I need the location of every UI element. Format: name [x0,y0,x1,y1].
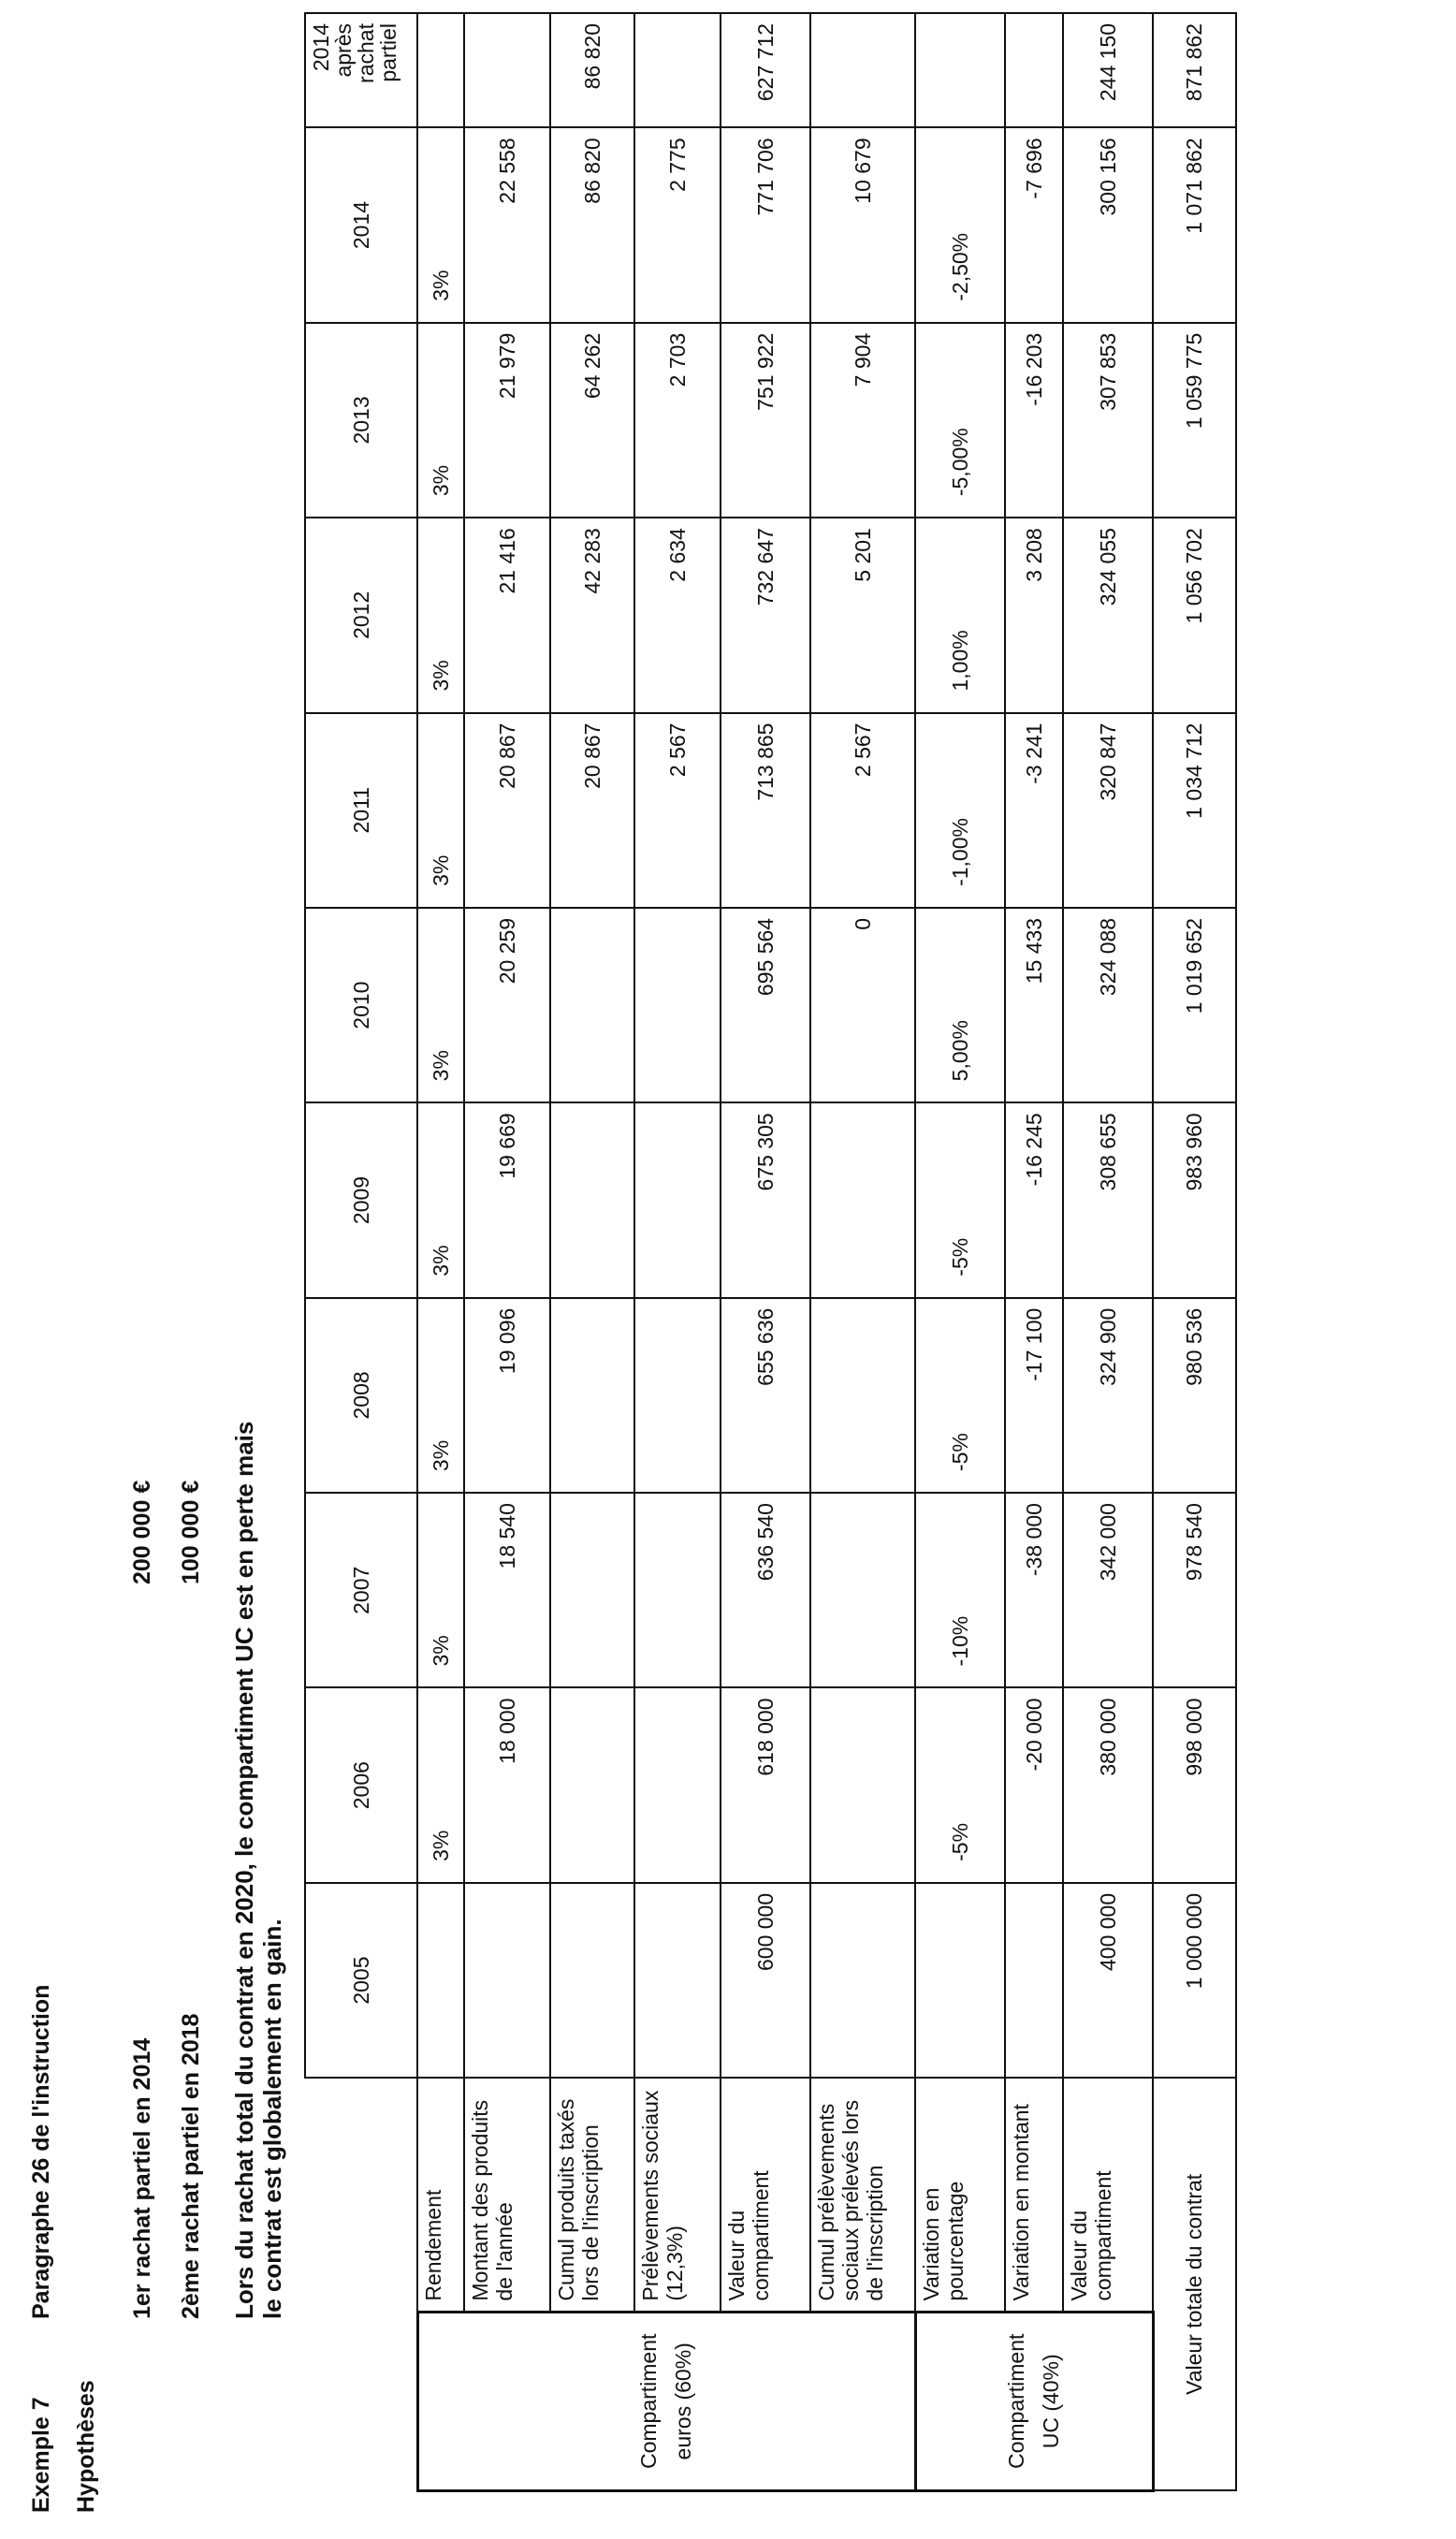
table-cell [915,1883,1005,2078]
table-cell: 3% [417,1687,464,1882]
table-cell [417,1883,464,2078]
year-header-2013: 2013 [305,323,417,518]
row-label: Variation en pourcentage [915,2078,1005,2312]
table-cell: 3% [417,1102,464,1297]
table-cell: 20 867 [550,713,634,908]
table-cell [550,1102,634,1297]
table-row [550,13,634,2491]
table-cell: -16 245 [1005,1102,1063,1297]
rachat1-label: 1er rachat partiel en 2014 [129,2037,155,2319]
table-cell: 324 900 [1063,1298,1153,1493]
table-cell: 675 305 [721,1102,810,1297]
table-cell: 21 416 [464,518,550,712]
year-header-2005: 2005 [305,1883,417,2078]
rachat1-value: 200 000 € [129,1480,155,1584]
table-cell: -5% [915,1298,1005,1493]
year-header-2010: 2010 [305,908,417,1102]
table-cell: 655 636 [721,1298,810,1493]
after-rachat-header-line: 2014 après [309,23,357,78]
table-cell: 15 433 [1005,908,1063,1102]
group-label-line: Compartiment [636,2333,662,2470]
row-label: Variation en montant [1005,2078,1063,2312]
total-cell: 1 019 652 [1153,908,1236,1102]
total-cell: 983 960 [1153,1102,1236,1297]
table-cell: 86 820 [550,127,634,322]
table-cell [464,1883,550,2078]
total-cell: 871 862 [1153,13,1236,127]
total-cell: 980 536 [1153,1298,1236,1493]
table-row [915,13,1005,2491]
table-cell: 5 201 [810,518,915,712]
table-cell: 2 634 [634,518,721,712]
table-row [810,13,915,2491]
table-cell: -5% [915,1687,1005,1882]
year-header-after-rachat [305,13,417,127]
table-cell: 2 567 [634,713,721,908]
table-cell: 3% [417,1298,464,1493]
table-cell [810,1102,915,1297]
group-label-line: euros (60%) [671,2342,695,2460]
table-cell: -20 000 [1005,1687,1063,1882]
table-cell: 3% [417,127,464,322]
table-cell: 244 150 [1063,13,1153,127]
table-cell [550,1298,634,1493]
table-cell: 307 853 [1063,323,1153,518]
table-cell: 0 [810,908,915,1102]
table-cell: -7 696 [1005,127,1063,322]
table-cell [550,1687,634,1882]
table-cell: 400 000 [1063,1883,1153,2078]
table-cell: 22 558 [464,127,550,322]
table-row [1005,13,1063,2491]
table-cell: 1,00% [915,518,1005,712]
note-line-2: le contrat est globalement en gain. [258,1919,286,2319]
table-cell: 308 655 [1063,1102,1153,1297]
contract-values-table [304,12,1237,2492]
table-cell [464,13,550,127]
table-cell: 324 088 [1063,908,1153,1102]
year-header-row [305,13,417,2491]
table-cell: 3% [417,713,464,908]
total-cell: 998 000 [1153,1687,1236,1882]
table-cell: 42 283 [550,518,634,712]
table-cell [634,1298,721,1493]
table-cell [634,1102,721,1297]
table-cell: -5,00% [915,323,1005,518]
table-cell [810,1883,915,2078]
table-cell: 20 867 [464,713,550,908]
table-cell [634,908,721,1102]
example-title: Exemple 7 [28,2397,54,2513]
table-cell: 324 055 [1063,518,1153,712]
table-cell: -5% [915,1102,1005,1297]
table-cell: -2,50% [915,127,1005,322]
table-cell: 636 540 [721,1493,810,1687]
table-cell: 5,00% [915,908,1005,1102]
table-cell: 3% [417,908,464,1102]
year-header-2007: 2007 [305,1493,417,1687]
after-rachat-header-line: rachat [354,23,379,83]
table-cell: 380 000 [1063,1687,1153,1882]
table-cell [634,1883,721,2078]
table-cell: 713 865 [721,713,810,908]
row-label: Rendement [417,2078,464,2312]
row-label: Montant des produits de l'année [464,2078,550,2312]
table-cell: 10 679 [810,127,915,322]
table-row [721,13,810,2491]
group-label-line: Compartiment [1004,2333,1029,2470]
row-label: Valeur du compartiment [1063,2078,1153,2312]
rachat2-label: 2ème rachat partiel en 2018 [178,2013,204,2319]
table-cell [550,908,634,1102]
table-cell: -38 000 [1005,1493,1063,1687]
table-cell [810,1493,915,1687]
table-cell: 600 000 [721,1883,810,2078]
rachat2-value: 100 000 € [178,1480,204,1584]
table-row [464,13,550,2491]
table-cell: 64 262 [550,323,634,518]
total-cell: 978 540 [1153,1493,1236,1687]
table-cell: 3% [417,518,464,712]
table-cell: 3% [417,1493,464,1687]
row-label: Valeur du compartiment [721,2078,810,2312]
table-cell [1005,13,1063,127]
table-cell: 86 820 [550,13,634,127]
year-header-2009: 2009 [305,1102,417,1297]
year-header-2014: 2014 [305,127,417,322]
row-label: Cumul produits taxés lors de l'inscription [550,2078,634,2312]
table-cell: 21 979 [464,323,550,518]
table-cell: 2 775 [634,127,721,322]
table-row [417,13,464,2491]
group-label-line: UC (40%) [1039,2354,1063,2449]
year-header-2008: 2008 [305,1298,417,1493]
total-cell: 1 059 775 [1153,323,1236,518]
table-cell: -3 241 [1005,713,1063,908]
table-row [1063,13,1153,2491]
row-label: Cumul prélèvements sociaux prélevés lors de l'inscription [810,2078,915,2312]
total-cell: 1 071 862 [1153,127,1236,322]
table-cell [1005,1883,1063,2078]
total-row [1153,13,1236,2491]
table-cell [550,1493,634,1687]
table-cell: 7 904 [810,323,915,518]
table-cell [810,1298,915,1493]
table-cell: 771 706 [721,127,810,322]
table-cell: 627 712 [721,13,810,127]
table-cell: 3 208 [1005,518,1063,712]
table-cell: -16 203 [1005,323,1063,518]
year-header-2006: 2006 [305,1687,417,1882]
table-cell: 695 564 [721,908,810,1102]
paragraph-title: Paragraphe 26 de l'instruction [28,1984,54,2319]
table-cell: 2 703 [634,323,721,518]
table-cell: 19 669 [464,1102,550,1297]
table-cell: 320 847 [1063,713,1153,908]
table-cell: 732 647 [721,518,810,712]
table-cell [634,13,721,127]
table-cell [550,1883,634,2078]
table-cell: -17 100 [1005,1298,1063,1493]
year-header-2011: 2011 [305,713,417,908]
table-cell: 20 259 [464,908,550,1102]
total-label: Valeur totale du contrat [1153,2078,1236,2490]
table-cell [810,1687,915,1882]
table-cell: 618 000 [721,1687,810,1882]
hypotheses-heading: Hypothèses [73,2380,99,2513]
total-cell: 1 034 712 [1153,713,1236,908]
table-cell: 3% [417,323,464,518]
row-label: Prélèvements sociaux (12,3%) [634,2078,721,2312]
table-cell: 342 000 [1063,1493,1153,1687]
table-cell [634,1493,721,1687]
note-line-1: Lors du rachat total du contrat en 2020, le compartiment UC est en perte mais [230,1421,258,2319]
table-cell: 2 567 [810,713,915,908]
table-cell: 18 000 [464,1687,550,1882]
table-cell: 19 096 [464,1298,550,1493]
table-cell: -10% [915,1493,1005,1687]
compartiment-uc-group [915,2312,1153,2490]
after-rachat-header-line: partiel [376,23,401,82]
total-cell: 1 000 000 [1153,1883,1236,2078]
table-cell: 751 922 [721,323,810,518]
table-cell: -1,00% [915,713,1005,908]
table-row [634,13,721,2491]
total-cell: 1 056 702 [1153,518,1236,712]
table-cell [634,1687,721,1882]
table-cell: 300 156 [1063,127,1153,322]
year-header-2012: 2012 [305,518,417,712]
table-cell [810,13,915,127]
compartiment-euros-group [417,2312,915,2490]
table-cell [915,13,1005,127]
table-cell: 18 540 [464,1493,550,1687]
table-cell [417,13,464,127]
